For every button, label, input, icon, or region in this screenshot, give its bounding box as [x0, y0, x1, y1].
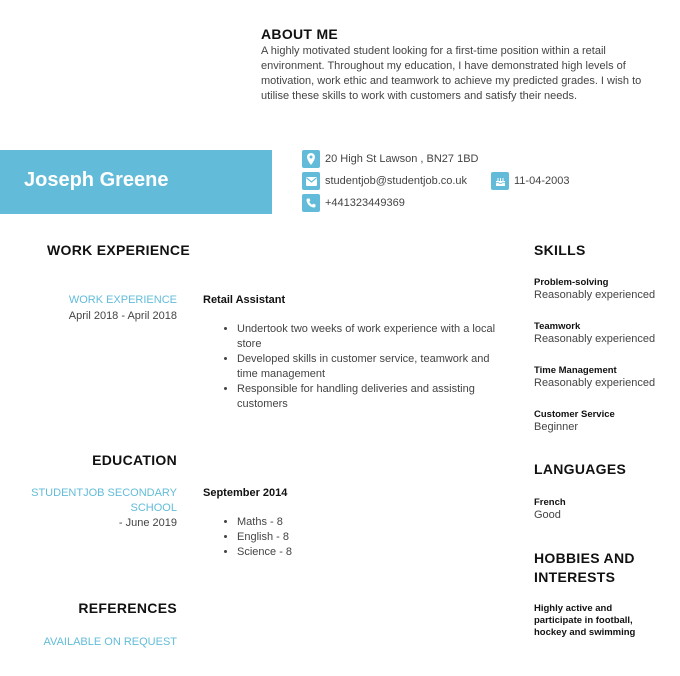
skill-name: Problem-solving — [534, 277, 609, 288]
contact-phone-row — [302, 194, 405, 212]
list-item: • Responsible for handling deliveries and assisting customers — [237, 382, 512, 412]
candidate-name: Joseph Greene — [24, 169, 169, 191]
references-text: AVAILABLE ON REQUEST — [43, 636, 177, 648]
hobbies-title-line1: HOBBIES AND — [534, 550, 635, 566]
contact-birthdate-row — [491, 172, 569, 190]
envelope-icon — [302, 172, 320, 190]
phone-icon — [302, 194, 320, 212]
about-title: ABOUT ME — [261, 26, 339, 42]
work-entry-dates: April 2018 - April 2018 — [68, 310, 177, 322]
birthday-cake-icon — [491, 172, 509, 190]
contact-address: 20 High St Lawson , BN27 1BD — [325, 153, 479, 165]
skill-name: Customer Service — [534, 409, 615, 420]
contact-phone: +441323449369 — [325, 197, 405, 209]
skill-level: Reasonably experienced — [534, 377, 656, 389]
contact-email-row — [302, 172, 467, 190]
list-item: • Science - 8 — [237, 545, 437, 560]
education-school-line2: SCHOOL — [130, 502, 177, 514]
skill-name: Time Management — [534, 365, 617, 376]
about-text: A highly motivated student looking for a first-time position within a retail environment. Throughout my education, I have demonstrated high levels of motivation, work ethic and teamwork to achieve my predicted grades. I wish to utilise these skills to work with customers and satisfy their needs. — [261, 45, 642, 102]
hobbies-text: Highly active and participate in football, hockey and swimming — [534, 603, 636, 638]
languages-title: LANGUAGES — [534, 461, 627, 477]
education-dates: - June 2019 — [118, 517, 177, 529]
work-experience-title: WORK EXPERIENCE — [47, 242, 190, 258]
contact-address-row — [302, 150, 478, 168]
skill-name: Teamwork — [534, 321, 581, 332]
work-entry-bullets — [221, 322, 512, 412]
contact-birthdate: 11-04-2003 — [514, 175, 570, 187]
list-item: • Undertook two weeks of work experience with a local store — [237, 322, 512, 352]
education-bullets — [221, 515, 437, 560]
education-heading: September 2014 — [203, 487, 288, 499]
list-item: • English - 8 — [237, 530, 437, 545]
list-item: • Developed skills in customer service, teamwork and time management — [237, 352, 512, 382]
skill-level: Beginner — [534, 421, 579, 433]
hobbies-title-line2: INTERESTS — [534, 569, 616, 585]
education-title: EDUCATION — [92, 452, 177, 468]
language-name: French — [534, 497, 566, 508]
skill-level: Reasonably experienced — [534, 289, 656, 301]
language-level: Good — [534, 509, 561, 521]
references-title: REFERENCES — [78, 600, 177, 616]
work-entry-role: Retail Assistant — [203, 294, 286, 306]
map-pin-icon — [302, 150, 320, 168]
skill-level: Reasonably experienced — [534, 333, 656, 345]
work-entry-label: WORK EXPERIENCE — [68, 294, 177, 306]
skills-title: SKILLS — [534, 242, 586, 258]
education-school-line1: STUDENTJOB SECONDARY — [31, 487, 177, 499]
contact-email[interactable]: studentjob@studentjob.co.uk — [325, 175, 468, 187]
list-item: • Maths - 8 — [237, 515, 437, 530]
